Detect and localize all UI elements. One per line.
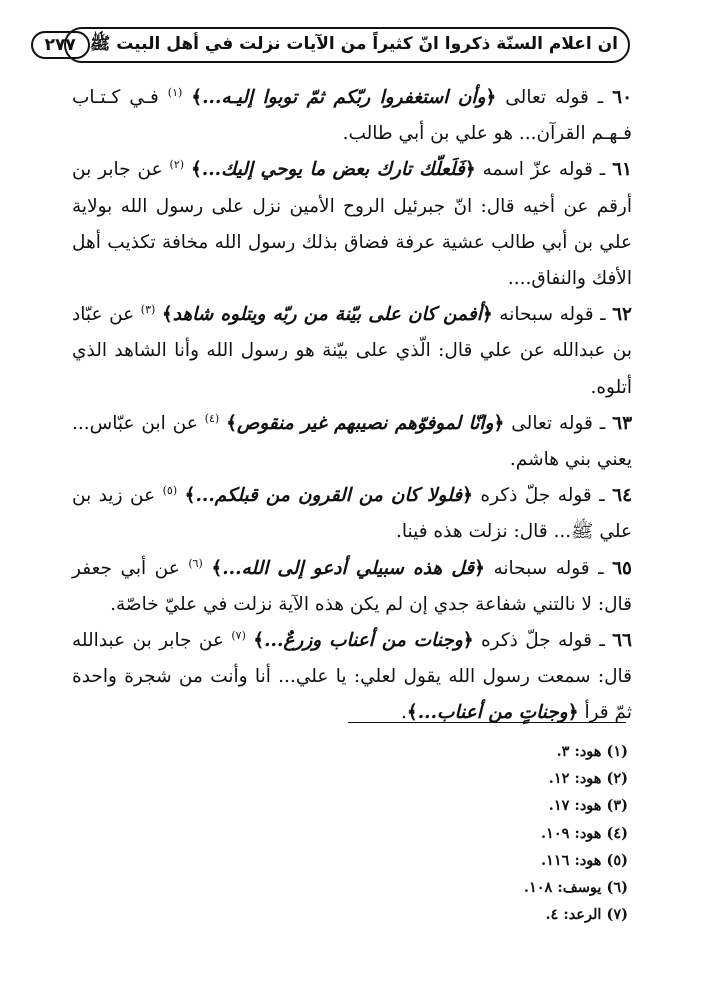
paragraph-63 [72, 406, 632, 478]
paragraph-number: ٦٠ [612, 87, 633, 108]
footnote-6: (٦) يوسف: ١٠٨. [523, 879, 628, 897]
quran-verse: قل هذه سبيلي أدعو إلى الله... [222, 557, 475, 579]
footnotes [328, 738, 628, 928]
quran-verse: وجنات من أعناب وزرعٌ... [264, 630, 463, 652]
paragraph-intro: ـ قوله سبحانه [484, 557, 613, 579]
paragraph-62 [72, 297, 632, 406]
verse-open-bracket: ﴿ [567, 702, 579, 724]
quran-verse: أفمن كان على بيّنة من ربّه ويتلوه شاهد [172, 304, 482, 326]
paragraph-text: عن أبي جعفر قال: لا نالتني شفاعة جدي إن لم يكن هذه الآية نزلت في عليّ خاصّة. [72, 557, 632, 615]
paragraph-intro: ـ قوله تعالى [504, 412, 613, 434]
running-title: ان اعلام السنّة ذكروا انّ كثيراً من الآيات نزلت في أهل البيت ﷺ [89, 33, 618, 54]
footnote-ref: (٣) [140, 303, 156, 317]
verse-close-bracket: ﴾ [191, 87, 203, 108]
paragraph-text: عن ابن عبّاس... يعني بني هاشم. [72, 412, 632, 471]
footnote-ref: (٢) [169, 158, 185, 172]
verse-open-bracket: ﴿ [493, 412, 505, 434]
footnote-ref: (٧) [231, 628, 246, 642]
paragraph-intro: ـ قوله جلّ ذكره [473, 630, 613, 652]
quran-verse: فلولا كان من القرون من قبلكم... [195, 485, 463, 507]
paragraph-65 [72, 551, 632, 623]
paragraph-66 [72, 623, 632, 732]
verse-close-bracket: ﴾ [406, 702, 418, 724]
paragraph-64 [72, 478, 632, 550]
paragraph-number: ٦٤ [612, 485, 633, 507]
page-number: ٢٧٧ [31, 31, 90, 59]
paragraph-text: عن جابر بن عبدالله قال: سمعت رسول الله يقول لعلي: يا علي... أنا وأنت من شجرة واحدة ثمّ قرأ [72, 630, 632, 724]
verse-open-bracket: ﴿ [464, 159, 476, 181]
footnote-4: (٤) هود: ١٠٩. [540, 824, 628, 842]
paragraph-text: عن زيد بن علي ﷺ... قال: نزلت هذه فينا. [72, 485, 632, 543]
footnote-1: (١) هود: ٣. [556, 743, 628, 760]
footnote-ref: (٦) [188, 556, 203, 570]
quran-verse: فَلَعلّك تارك بعض ما يوحي إليك... [201, 159, 465, 181]
paragraph-intro: ـ قوله جلّ ذكره [472, 485, 613, 507]
verse-open-bracket: ﴿ [481, 304, 493, 326]
footnote-2: (٢) هود: ١٢. [548, 770, 628, 788]
verse-close-bracket: ﴾ [253, 630, 265, 652]
paragraph-number: ٦٥ [612, 557, 632, 579]
footnote-5: (٥) هود: ١١٦. [540, 851, 628, 869]
verse-close-bracket: ﴾ [211, 557, 223, 579]
paragraph-intro: ـ قوله سبحانه [492, 304, 613, 326]
footnote-ref: (٥) [162, 484, 178, 498]
paragraph-60 [72, 80, 632, 152]
verse-close-bracket: ﴾ [190, 159, 202, 181]
quran-verse: وانّا لموفوّهم نصيبهم غير منقوص [236, 412, 494, 434]
paragraph-number: ٦١ [612, 159, 632, 181]
verse-open-bracket: ﴿ [462, 630, 474, 652]
paragraph-intro: ـ قوله عزّ اسمه [475, 159, 613, 181]
verse-open-bracket: ﴿ [462, 485, 473, 507]
footnote-ref: (١) [167, 85, 183, 99]
paragraph-number: ٦٣ [612, 412, 633, 434]
footnote-ref: (٤) [204, 411, 220, 425]
paragraph-number: ٦٦ [612, 630, 632, 652]
paragraph-text: عن جابر بن أرقم عن أخيه قال: انّ جبرئيل الروح الأمين نزل على رسول الله بولاية علي بن أبي طالب عشية عرفة فضاق بذلك رسول الله مخافة تكذيب أهل الأفك والنفاق.... [72, 159, 632, 290]
quran-verse: وجناتٍ من أعناب... [417, 702, 568, 724]
footnote-3: (٣) هود: ١٧. [548, 797, 628, 815]
verse-close-bracket: ﴾ [184, 485, 196, 507]
verse-close-bracket: ﴾ [161, 304, 173, 326]
paragraph-text: فـي كـتـاب فـهـم القرآن... هو علي بن أبي طالب. [72, 87, 632, 145]
footnote-separator [348, 722, 626, 723]
footnote-7: (٧) الرعد: ٤. [545, 906, 628, 924]
paragraph-number: ٦٢ [612, 304, 632, 326]
verse-open-bracket: ﴿ [485, 87, 497, 108]
paragraph-text: عن عبّاد بن عبدالله عن علي قال: الّذي على بيّنة هو رسول الله وأنا الشاهد الذي أتلوه. [72, 304, 632, 398]
main-text [72, 80, 632, 732]
page-header [44, 27, 630, 63]
paragraph-intro: ـ قوله تعالى [496, 87, 613, 108]
paragraph-tail: . [400, 702, 407, 724]
verse-open-bracket: ﴿ [474, 557, 485, 579]
verse-close-bracket: ﴾ [226, 412, 237, 434]
paragraph-61 [72, 152, 632, 297]
quran-verse: وأن استغفروا ربّكم ثمّ توبوا إليـه... [202, 87, 486, 108]
